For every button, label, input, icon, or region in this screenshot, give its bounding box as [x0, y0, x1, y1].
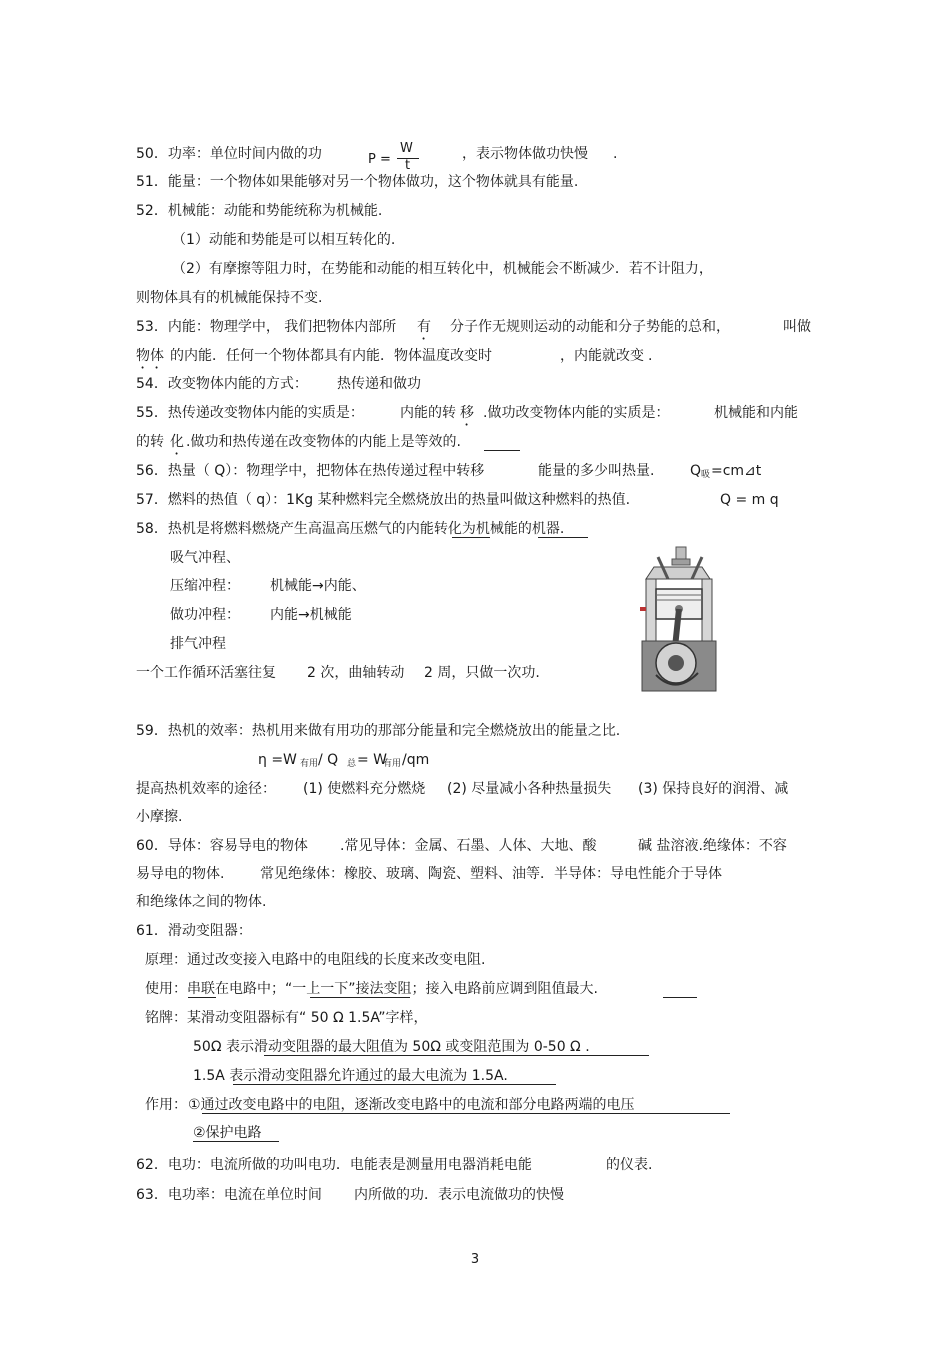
item-51: 51．能量：一个物体如果能够对另一个物体做功，这个物体就具有能量.: [136, 174, 579, 190]
item-55-d: 机械能和内能: [714, 405, 798, 421]
cycle-text-a: 一个工作循环活塞往复: [136, 665, 276, 681]
power-formula-p: P =: [368, 152, 391, 167]
power-formula-t: t: [405, 158, 411, 173]
item-55-e-dot: 化: [170, 434, 184, 450]
item-53-f: .: [648, 348, 653, 364]
stroke-intake: 吸气冲程、: [170, 550, 240, 566]
item-53-d-dot: 物体: [136, 348, 164, 364]
item-55-e: 的转: [136, 434, 164, 450]
rheostat-function-2: ②保护电路: [193, 1125, 262, 1141]
item-50-text: 50．功率：单位时间内做的功: [136, 146, 322, 162]
rheostat-max-current: 1.5A 表示滑动变阻器允许通过的最大电流为 1.5A.: [193, 1068, 508, 1084]
item-56-b: 能量的多少叫热量.: [538, 463, 655, 479]
item-53-a: 53．内能：物理学中， 我们把物体内部所: [136, 319, 397, 335]
underline-58-a: [452, 537, 490, 538]
item-53-a-dot: 有: [417, 319, 431, 335]
item-55-b: 内能的转: [400, 405, 456, 421]
item-52-1: （1）动能和势能是可以相互转化的.: [172, 232, 396, 248]
underline-61-f: [202, 1113, 730, 1114]
item-62-b: 的仪表.: [606, 1157, 653, 1173]
item-57-b: Q = m q: [720, 492, 779, 508]
cycle-text-c: 2 周，只做一次功.: [424, 665, 540, 681]
item-54-a: 54．改变物体内能的方式：: [136, 376, 308, 392]
underline-61-d: [264, 1055, 649, 1056]
rheostat-function-1: ①通过改变电路中的电阻，逐渐改变电路中的电流和部分电路两端的电压: [188, 1097, 635, 1113]
underline-61-b: [310, 997, 410, 998]
item-59: 59．热机的效率：热机用来做有用功的那部分能量和完全燃烧放出的能量之比.: [136, 723, 621, 739]
page-number: 3: [470, 1252, 480, 1267]
efficiency-formula-a: η =W: [258, 752, 297, 768]
item-52: 52．机械能：动能和势能统称为机械能.: [136, 203, 383, 219]
blank-underline: [484, 450, 520, 451]
underline-61-g: [193, 1141, 279, 1142]
efficiency-way-3: (3) 保持良好的润滑、减: [638, 781, 789, 797]
efficiency-formula-sub1: 有用: [300, 759, 319, 769]
item-57-a: 57．燃料的热值（ q）：1Kg 某种燃料完全燃烧放出的热量叫做这种燃料的热值.: [136, 492, 631, 508]
item-56-a: 56．热量（ Q）：物理学中，把物体在热传递过程中转移: [136, 463, 485, 479]
item-55-b-dot: 移: [460, 405, 474, 421]
item-61: 61．滑动变阻器：: [136, 923, 252, 939]
item-52-2: （2）有摩擦等阻力时，在势能和动能的相互转化中，机械能会不断减少．若不计阻力，: [172, 261, 713, 277]
item-56-c: Q: [690, 463, 702, 479]
stroke-power-desc: 内能→机械能: [270, 607, 352, 623]
efficiency-formula-b: / Q: [318, 752, 339, 768]
efficiency-formula-c: = W: [357, 752, 388, 768]
item-60-e: 常见绝缘体：橡胶、玻璃、陶瓷、塑料、油等．半导体：导电性能介于导体: [260, 866, 722, 882]
item-56-c-sub: 吸: [701, 470, 711, 480]
item-63-a: 63．电功率：电流在单位时间: [136, 1187, 322, 1203]
item-54-b: 热传递和做功: [337, 376, 421, 392]
item-62-a: 62．电功：电流所做的功叫电功．电能表是测量用电器消耗电能: [136, 1157, 532, 1173]
efficiency-formula-d: /qm: [402, 752, 430, 768]
cycle-text-b: 2 次，曲轴转动: [307, 665, 405, 681]
item-55-c: .做功改变物体内能的实质是：: [483, 405, 670, 421]
rheostat-usage: 使用：串联在电路中；“一上一下”接法变阻；接入电路前应调到阻值最大.: [145, 981, 598, 997]
item-55-a: 55．热传递改变物体内能的实质是：: [136, 405, 364, 421]
item-53-c: 叫做: [783, 319, 811, 335]
item-52-3: 则物体具有的机械能保持不变.: [136, 290, 323, 306]
stroke-exhaust: 排气冲程: [170, 636, 226, 652]
item-60-c: 碱 盐溶液.绝缘体：不容: [638, 838, 787, 854]
efficiency-way-3-end: 小摩擦.: [136, 809, 183, 825]
stroke-compression-desc: 机械能→内能、: [270, 578, 366, 594]
item-60-a: 60．导体：容易导电的物体: [136, 838, 308, 854]
item-50-end: .: [613, 146, 618, 162]
underline-61-e: [233, 1084, 556, 1085]
underline-58-b: [538, 537, 588, 538]
item-53-e: ，内能就改变: [560, 348, 644, 364]
rheostat-function-label: 作用：: [145, 1097, 187, 1113]
item-55-f: .做功和热传递在改变物体的内能上是等效的.: [186, 434, 461, 450]
stroke-compression: 压缩冲程：: [170, 578, 240, 594]
power-formula-w: W: [400, 141, 413, 156]
item-63-b: 内所做的功．表示电流做功的快慢: [354, 1187, 564, 1203]
item-58: 58．热机是将燃料燃烧产生高温高压燃气的内能转化为机械能的机器.: [136, 521, 565, 537]
rheostat-max-resistance: 50Ω 表示滑动变阻器的最大阻值为 50Ω 或变阻范围为 0-50 Ω .: [193, 1039, 590, 1055]
item-60-d: 易导电的物体.: [136, 866, 225, 882]
efficiency-ways: 提高热机效率的途径：: [136, 781, 276, 797]
underline-61-c: [663, 997, 697, 998]
rheostat-nameplate: 铭牌：某滑动变阻器标有“ 50 Ω 1.5A”字样，: [145, 1010, 428, 1026]
stroke-power: 做功冲程：: [170, 607, 240, 623]
efficiency-formula-sub3: 有用: [383, 759, 402, 769]
item-53-b: 分子作无规则运动的动能和分子势能的总和，: [450, 319, 730, 335]
item-53-d: 的内能．任何一个物体都具有内能．物体温度改变时: [170, 348, 492, 364]
item-60-f: 和绝缘体之间的物体.: [136, 894, 267, 910]
rheostat-principle: 原理：通过改变接入电路中的电阻线的长度来改变电阻.: [145, 952, 486, 968]
item-56-d: =cm⊿t: [711, 463, 762, 479]
efficiency-formula-sub2: 总: [347, 759, 357, 769]
efficiency-way-1: (1) 使燃料充分燃烧: [303, 781, 426, 797]
underline-61-a: [188, 997, 216, 998]
efficiency-way-2: (2) 尽量减小各种热量损失: [447, 781, 612, 797]
item-50-text-b: ，表示物体做功快慢: [462, 146, 588, 162]
engine-cylinder-icon: [636, 545, 720, 695]
item-60-b: .常见导体：金属、石墨、人体、大地、酸: [340, 838, 597, 854]
